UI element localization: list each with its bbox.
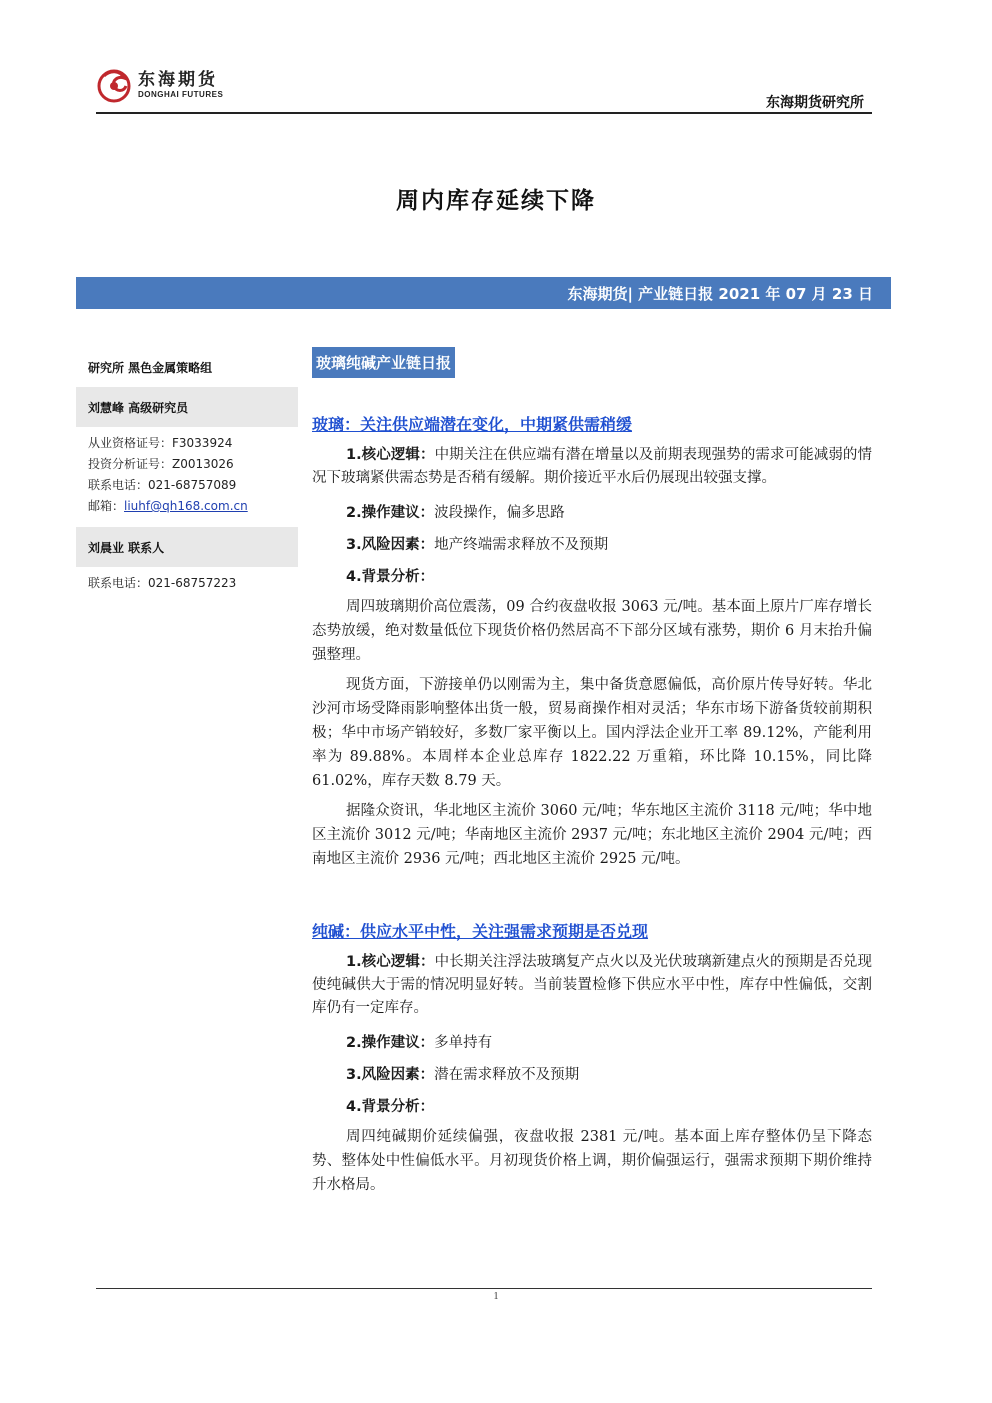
contact-phone: 联系电话：021-68757223 <box>88 576 237 590</box>
dragon-logo-icon <box>96 66 132 104</box>
contact-name: 刘晨业 联系人 <box>76 527 298 567</box>
glass-paragraph: 周四玻璃期价高位震荡，09 合约夜盘收报 3063 元/吨。基本面上原片厂库存增长态势放缓，绝对数量低位下现货价格仍然居高不下部分区域有涨势，期价 6 月末抬升偏强整理。 <box>312 599 872 663</box>
core-logic-key: 1.核心逻辑： <box>346 954 435 970</box>
advice-text: 多单持有 <box>434 1035 493 1051</box>
email-label: 邮箱： <box>88 499 125 513</box>
background-key: 4.背景分析： <box>346 569 435 585</box>
analyst-cert: 从业资格证号：F3033924 <box>88 436 233 450</box>
risk-key: 3.风险因素： <box>346 537 435 553</box>
section-tag: 玻璃纯碱产业链日报 <box>312 347 455 378</box>
advice-key: 2.操作建议： <box>346 505 435 521</box>
analyst-email-link[interactable]: liuhf@qh168.com.cn <box>124 499 248 513</box>
logo-chinese-name: 东海期货 <box>138 70 218 90</box>
glass-background <box>312 566 872 589</box>
document-title: 周内库存延续下降 <box>396 188 596 214</box>
glass-risk <box>312 534 872 557</box>
report-date-label: 东海期货| 产业链日报 2021 年 07 月 23 日 <box>567 285 873 303</box>
institute-name: 东海期货研究所 <box>766 95 864 111</box>
soda-core-logic <box>312 951 872 1020</box>
risk-text: 潜在需求释放不及预期 <box>434 1067 580 1083</box>
analyst-phone: 联系电话：021-68757089 <box>88 478 237 492</box>
analyst-invest-cert: 投资分析证号：Z0013026 <box>88 457 234 471</box>
soda-background <box>312 1096 872 1119</box>
risk-key: 3.风险因素： <box>346 1067 435 1083</box>
glass-core-logic <box>312 444 872 490</box>
glass-advice <box>312 502 872 525</box>
risk-text: 地产终端需求释放不及预期 <box>434 537 609 553</box>
glass-paragraph: 现货方面，下游接单仍以刚需为主，集中备货意愿偏低，高价原片传导好转。华北沙河市场受降雨影响整体出货一般，贸易商操作相对灵活；华东市场下游备货较前期积极；华中市场产销较好，多数厂家平衡以上。国内浮法企业开工率 89.12%，产能利用率为 89.88%。本周样本企业总库存 1822.22 万重箱，环比降 10.15%，同比降 61.02%，库存天数 8.79 天。 <box>312 677 872 789</box>
footer-divider <box>96 1288 872 1289</box>
core-logic-text: 中期关注在供应端有潜在增量以及前期表现强势的需求可能减弱的情况下玻璃紧供需态势是否稍有缓解。期价接近平水后仍展现出较强支撑。 <box>312 447 872 486</box>
page-header <box>96 62 872 114</box>
glass-section-title[interactable]: 玻璃：关注供应端潜在变化，中期紧供需稍缓 <box>312 415 633 434</box>
author-sidebar <box>76 347 298 594</box>
core-logic-text: 中长期关注浮法玻璃复产点火以及光伏玻璃新建点火的预期是否兑现使纯碱供大于需的情况明显好转。当前装置检修下供应水平中性，库存中性偏低，交割库仍有一定库存。 <box>312 954 872 1016</box>
glass-paragraph: 据隆众资讯，华北地区主流价 3060 元/吨；华东地区主流价 3118 元/吨；华中地区主流价 3012 元/吨；华南地区主流价 2937 元/吨；东北地区主流价 2904 元/吨；西南地区主流价 2936 元/吨；西北地区主流价 2925 元/吨。 <box>312 803 872 867</box>
report-body <box>312 347 872 1197</box>
core-logic-key: 1.核心逻辑： <box>346 447 435 463</box>
advice-key: 2.操作建议： <box>346 1035 435 1051</box>
soda-risk <box>312 1064 872 1087</box>
research-group: 研究所 黑色金属策略组 <box>88 360 213 375</box>
soda-paragraph: 周四纯碱期价延续偏强，夜盘收报 2381 元/吨。基本面上库存整体仍呈下降态势、整体处中性偏低水平。月初现货价格上调，期价偏强运行，强需求预期下期价维持升水格局。 <box>312 1129 872 1193</box>
background-key: 4.背景分析： <box>346 1099 435 1115</box>
advice-text: 波段操作，偏多思路 <box>434 505 565 521</box>
report-banner <box>76 277 891 309</box>
analyst-name: 刘慧峰 高级研究员 <box>76 387 298 427</box>
header-divider <box>96 112 872 114</box>
logo-english-name: DONGHAI FUTURES <box>138 90 224 99</box>
company-logo <box>96 66 223 104</box>
soda-section-title[interactable]: 纯碱：供应水平中性，关注强需求预期是否兑现 <box>312 922 649 941</box>
analyst-email-row <box>76 496 298 517</box>
soda-advice <box>312 1032 872 1055</box>
page-number: 1 <box>493 1291 499 1302</box>
